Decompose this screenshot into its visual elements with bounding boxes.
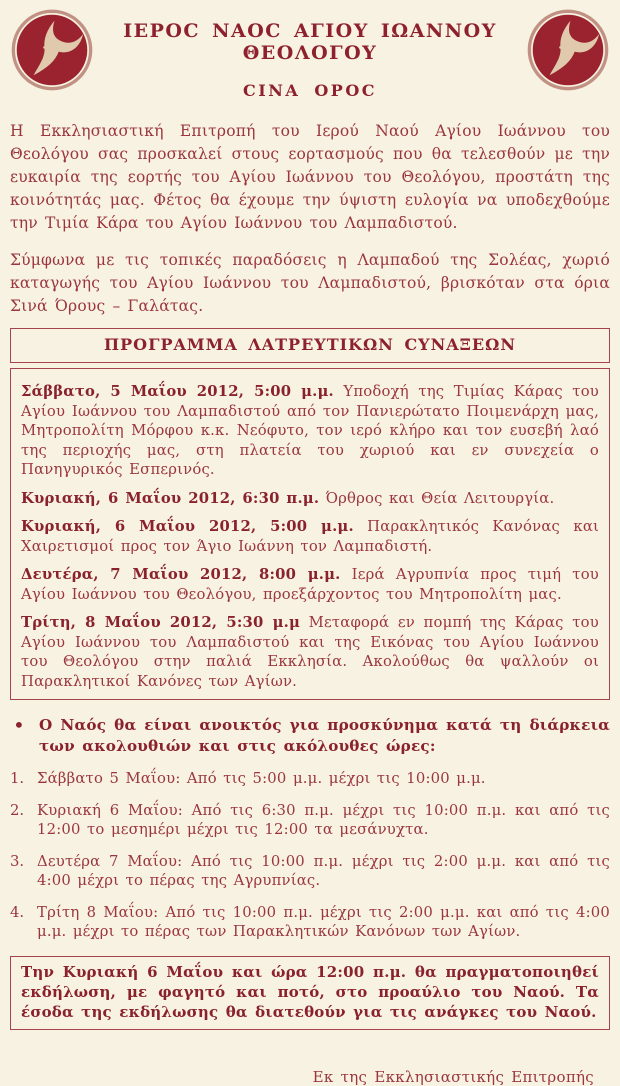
visiting-hours-item [10, 903, 610, 942]
church-name-title: ΙΕΡΟC ΝΑΟC ΑΓΙΟΥ ΙΩΑΝΝΟΥ ΘΕΟΛΟΓΟΥ [123, 20, 497, 64]
item-number: 2. [10, 801, 25, 819]
entry-datetime: Σάββατο, 5 Μαΐου 2012, 5:00 μ.μ. [21, 383, 334, 400]
header [10, 8, 610, 100]
item-number: 4. [10, 903, 25, 921]
entry-datetime: Δευτέρα, 7 Μαΐου 2012, 8:00 μ.μ. [21, 566, 341, 583]
header-titles [94, 8, 526, 100]
program-title-box [10, 328, 610, 363]
visiting-hours-intro [10, 715, 610, 757]
program-entry [21, 382, 599, 480]
item-number: 3. [10, 852, 25, 870]
program-title: ΠΡΟΓΡΑΜΜΑ ΛΑΤΡΕΥΤΙΚΩΝ CΥΝΑΞΕΩΝ [104, 335, 516, 354]
tradition-paragraph: Σύμφωνα με τις τοπικές παραδόσεις η Λαμπαδού της Σολέας, χωριό καταγωγής του Αγίου Ιωάννου του Λαμπαδιστού, βρισκόταν στα όρια Σινά Όρους – Γαλάτας. [10, 251, 610, 315]
entry-datetime: Κυριακή, 6 Μαΐου 2012, 5:00 μ.μ. [21, 518, 354, 535]
signature: Εκ της Εκκλησιαστικής Επιτροπής [312, 1067, 594, 1086]
item-text: Τρίτη 8 Μαΐου: Από τις 10:00 π.μ. μέχρι τις 2:00 μ.μ. και από τις 4:00 μ.μ. μέχρι το πέρας των Παρακλητικών Κανόνων των Αγίων. [37, 903, 610, 940]
item-text: Σάββατο 5 Μαΐου: Από τις 5:00 μ.μ. μέχρι τις 10:00 μ.μ. [37, 770, 486, 787]
item-text: Κυριακή 6 Μαΐου: Από τις 6:30 π.μ. μέχρι τις 10:00 π.μ. και από τις 12:00 το μεσημέρι μέχρι τις 12:00 τα μεσάνυχτα. [37, 801, 610, 838]
item-text: Δευτέρα 7 Μαΐου: Από τις 10:00 π.μ. μέχρι τις 2:00 μ.μ. και από τις 4:00 μέχρι το πέρας της Αγρυπνίας. [37, 852, 610, 889]
visiting-hours-item [10, 852, 610, 891]
entry-description: Υποδοχή της Τιμίας Κάρας του Αγίου Ιωάννου του Λαμπαδιστού από τον Πανιερώτατο Ποιμενάρχη μας, Μητροπολίτη Μόρφου κ.κ. Νεόφυτο, τον ιερό κλήρο και τον ευσεβή λαό της περιοχής μας, στη πλατεία του χωριού και εν συνεχεία ο Πανηγυρικός Εσπερινός. [21, 383, 599, 478]
bullet-icon [10, 715, 39, 757]
event-notice-text: Την Κυριακή 6 Μαΐου και ώρα 12:00 π.μ. θα πραγματοποιηθεί εκδήλωση, με φαγητό και ποτό, στο προαύλιο του Ναού. Τα έσοδα της εκδήλωσης θα διατεθούν για τις ανάγκες του Ναού. [21, 962, 599, 1021]
entry-datetime: Κυριακή, 6 Μαΐου 2012, 6:30 π.μ. [21, 489, 320, 507]
church-seal-icon [526, 8, 610, 92]
event-notice-box [10, 956, 610, 1030]
entry-description: Παρακλητικός Κανόνας και Χαιρετισμοί προς τον Άγιο Ιωάννη τον Λαμπαδιστή. [21, 518, 600, 555]
visiting-hours-item [10, 801, 610, 840]
entry-description: Ιερά Αγρυπνία προς τιμή του Αγίου Ιωάννου του Θεολόγου, προεξάρχοντος του Μητροπολίτη μας. [21, 566, 599, 603]
location-subtitle: CINA OPOC [243, 81, 377, 100]
church-seal-icon [10, 8, 94, 92]
invitation-paragraph: Η Εκκλησιαστική Επιτροπή του Ιερού Ναού Αγίου Ιωάννου του Θεολόγου σας προσκαλεί στους εορτασμούς που θα τελεσθούν με την ευκαιρία της εορτής του Αγίου Ιωάννου του Θεολόγου, προστάτη της κοινότητάς μας. Φέτος θα έχουμε την ύψιστη ευλογία να υποδεχθούμε την Τιμία Κάρα του Αγίου Ιωάννου του Λαμπαδιστού. [10, 122, 610, 232]
entry-description: Όρθρος και Θεία Λειτουργία. [325, 489, 555, 507]
program-entry [21, 565, 599, 604]
entry-description: Μεταφορά εν πομπή της Κάρας του Αγίου Ιωάννου του Λαμπαδιστού και της Εικόνας του Αγίου Ιωάννου του Θεολόγου στην παλιά Εκκλησία. Ακολούθως θα ψαλλούν οι Παρακλητικοί Κανόνες των Αγίων. [21, 614, 599, 690]
program-entry [21, 489, 599, 509]
program-entry [21, 517, 599, 556]
visiting-hours-item [10, 769, 610, 789]
entry-datetime: Τρίτη, 8 Μαΐου 2012, 5:30 μ.μ [21, 614, 300, 631]
item-number: 1. [10, 770, 25, 787]
program-box [10, 368, 610, 700]
visiting-hours-intro-text: Ο Ναός θα είναι ανοικτός για προσκύνημα κατά τη διάρκεια των ακολουθιών και στις ακόλουθες ώρες: [39, 716, 610, 755]
program-entry [21, 613, 599, 691]
